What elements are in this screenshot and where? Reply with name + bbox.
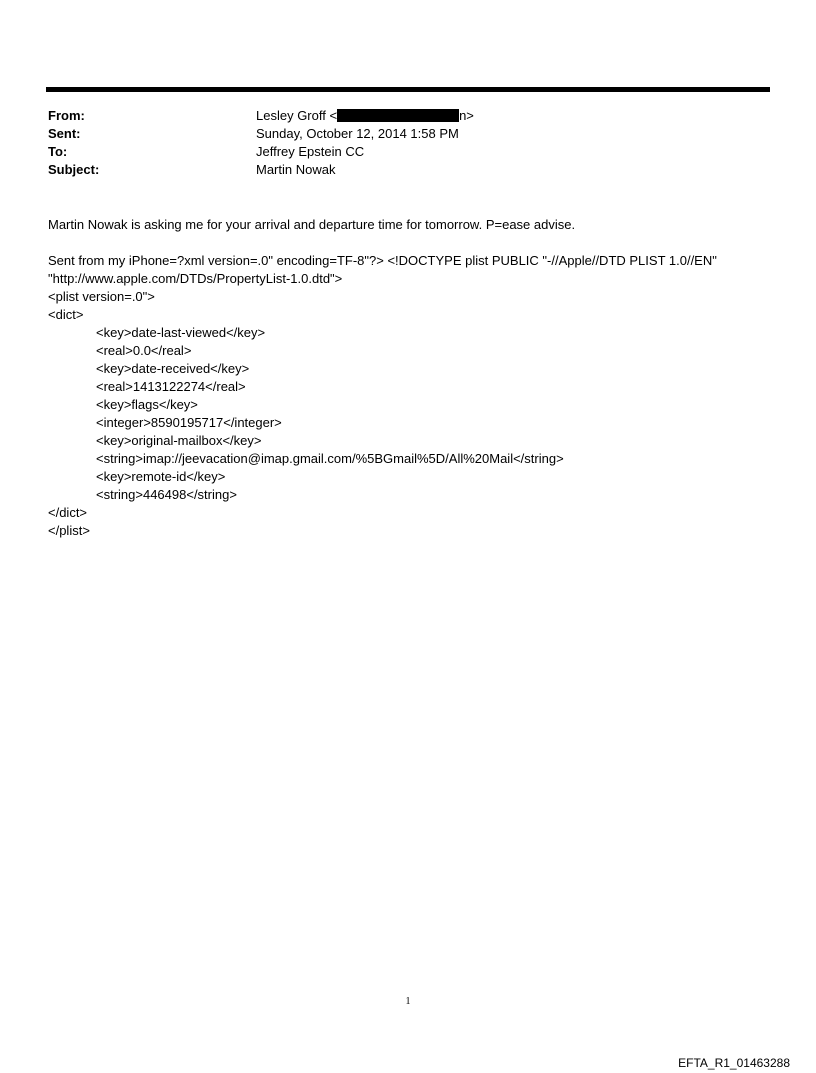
from-name: Lesley Groff < [256, 108, 338, 123]
sent-value: Sunday, October 12, 2014 1:58 PM [256, 126, 459, 141]
redaction-block [337, 109, 459, 122]
plist-line: Sent from my iPhone=?xml version=.0" encoding=TF-8"?> <!DOCTYPE plist PUBLIC "-//Apple//DTD PLIST 1.0//EN" "http://www.apple.com/DTDs/PropertyList-1.0.dtd"> [48, 253, 717, 286]
to-row [48, 143, 768, 161]
plist-line: <key>original-mailbox</key> [96, 433, 262, 448]
document-id: EFTA_R1_01463288 [678, 1056, 790, 1070]
plist-line: <key>date-received</key> [96, 361, 250, 376]
plist-line: <string>imap://jeevacation@imap.gmail.com/%5BGmail%5D/All%20Mail</string> [96, 451, 564, 466]
to-label: To: [48, 144, 68, 159]
plist-block [48, 252, 772, 540]
plist-line: <dict> [48, 307, 84, 322]
plist-line: <integer>8590195717</integer> [96, 415, 282, 430]
plist-line: <key>remote-id</key> [96, 469, 226, 484]
plist-line: <real>1413122274</real> [96, 379, 246, 394]
message-body: Martin Nowak is asking me for your arrival and departure time for tomorrow. P=ease advise. [48, 217, 576, 232]
from-value [256, 107, 768, 125]
plist-line: </dict> [48, 505, 88, 520]
subject-row [48, 161, 768, 179]
plist-line: <key>date-last-viewed</key> [96, 325, 266, 340]
subject-value: Martin Nowak [256, 162, 336, 177]
from-label: From: [48, 108, 85, 123]
subject-label: Subject: [48, 162, 100, 177]
sent-label: Sent: [48, 126, 81, 141]
header-divider [46, 87, 770, 92]
plist-line: <real>0.0</real> [96, 343, 192, 358]
email-header [48, 107, 768, 179]
from-email-suffix: n> [459, 108, 474, 123]
to-value: Jeffrey Epstein CC [256, 144, 365, 159]
from-row [48, 107, 768, 125]
plist-line: <key>flags</key> [96, 397, 198, 412]
plist-line: <string>446498</string> [96, 487, 237, 502]
sent-row [48, 125, 768, 143]
page-number: 1 [405, 996, 411, 1007]
plist-line: <plist version=.0"> [48, 289, 155, 304]
plist-line: </plist> [48, 523, 90, 538]
